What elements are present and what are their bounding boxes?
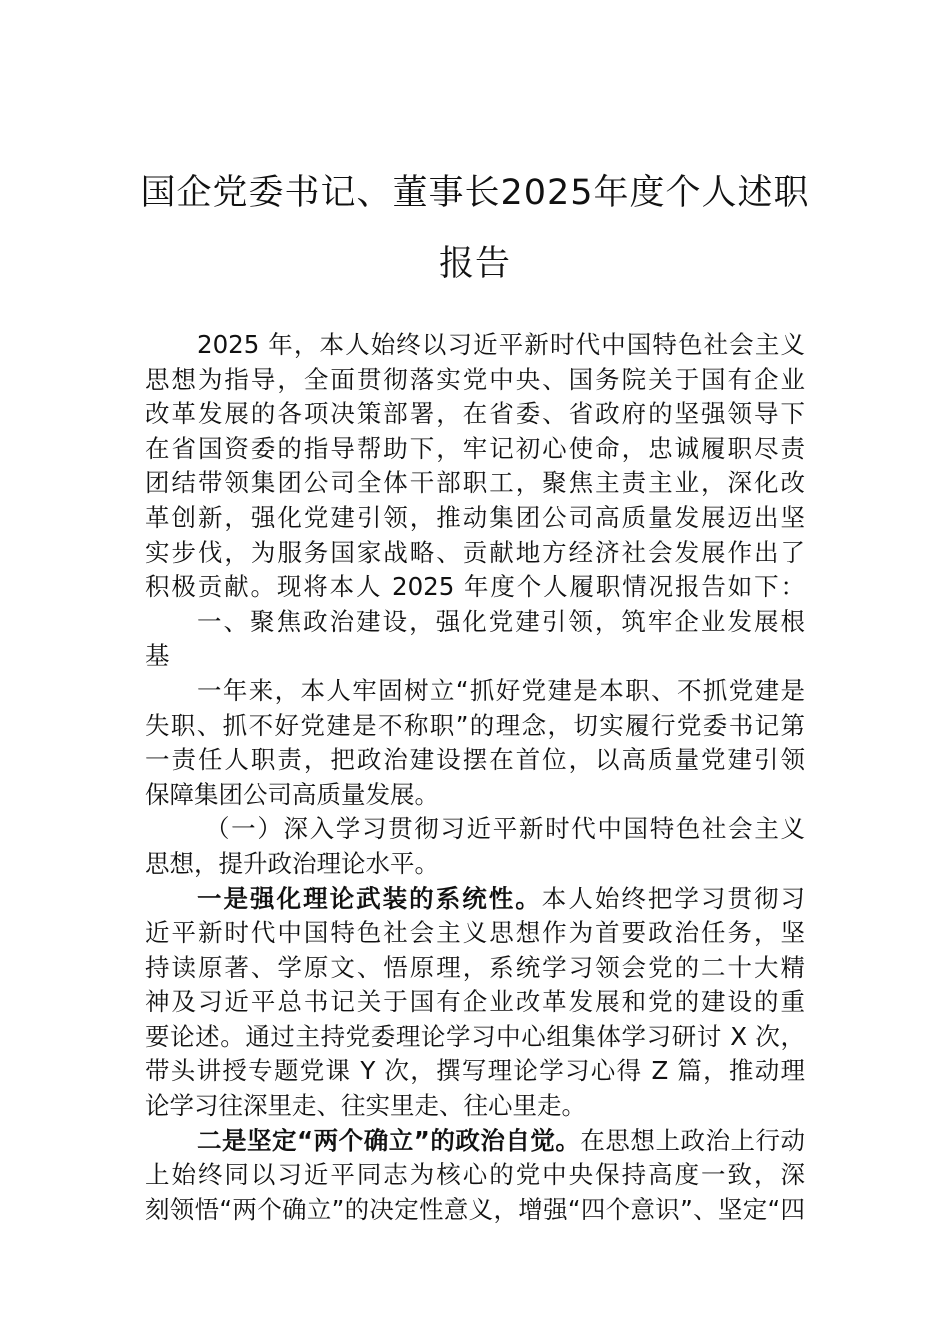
- document-title-line-1: 国企党委书记、董事长2025年度个人述职: [140, 173, 810, 213]
- text-line: 2025 年，本人始终以习近平新时代中国特色社会主义: [197, 330, 805, 359]
- text-line: 实步伐，为服务国家战略、贡献地方经济社会发展作出了: [145, 537, 805, 567]
- text-line: [145, 882, 805, 917]
- text-line: 上始终同以习近平同志为核心的党中央保持高度一致，深: [145, 1160, 805, 1190]
- text-line: 革创新，强化党建引领，推动集团公司高质量发展迈出坚: [145, 502, 805, 532]
- text-line: 持读原著、学原文、悟原理，系统学习领会党的二十大精: [145, 952, 805, 982]
- text-line: 要论述。通过主持党委理论学习中心组集体学习研讨 X 次，: [145, 1021, 805, 1051]
- text-line: 团结带领集团公司全体干部职工，聚焦主责主业，深化改: [145, 468, 805, 498]
- document-title-line-2: 报告: [438, 244, 511, 284]
- line-text: 在思想上政治上行动: [580, 1125, 806, 1155]
- text-line: 积极贡献。现将本人 2025 年度个人履职情况报告如下：: [145, 572, 805, 602]
- text-line: 一年来，本人牢固树立“抓好党建是本职、不抓党建是: [197, 675, 805, 705]
- text-line: 一、聚焦政治建设，强化党建引领，筑牢企业发展根: [197, 606, 805, 636]
- text-line: 思想为指导，全面贯彻落实党中央、国务院关于国有企业: [145, 364, 805, 394]
- text-line: 带头讲授专题党课 Y 次，撰写理论学习心得 Z 篇，推动理: [145, 1056, 805, 1086]
- text-line: 刻领悟“两个确立”的决定性意义，增强“四个意识”、坚定“四: [145, 1194, 805, 1224]
- text-line: 思想，提升政治理论水平。: [145, 848, 439, 878]
- text-line: 改革发展的各项决策部署，在省委、省政府的坚强领导下: [145, 399, 805, 429]
- document-body: [145, 328, 805, 1227]
- line-text: 本人始终把学习贯彻习: [541, 883, 806, 913]
- text-line: 在省国资委的指导帮助下，牢记初心使命，忠诚履职尽责: [145, 433, 805, 463]
- text-line: [145, 1124, 805, 1159]
- bold-lead-phrase: 二是坚定“两个确立”的政治自觉。: [197, 1125, 581, 1155]
- text-line: 论学习往深里走、往实里走、往心里走。: [145, 1091, 586, 1121]
- text-line: （一）深入学习贯彻习近平新时代中国特色社会主义: [205, 814, 805, 844]
- bold-lead-phrase: 一是强化理论武装的系统性。: [197, 883, 542, 913]
- text-line: 近平新时代中国特色社会主义思想作为首要政治任务，坚: [145, 918, 805, 948]
- text-line: 一责任人职责，把政治建设摆在首位，以高质量党建引领: [145, 745, 805, 775]
- text-line: 神及习近平总书记关于国有企业改革发展和党的建设的重: [145, 987, 805, 1017]
- text-line: 失职、抓不好党建是不称职”的理念，切实履行党委书记第: [145, 710, 805, 740]
- text-line: 基: [145, 641, 170, 671]
- text-line: 保障集团公司高质量发展。: [145, 779, 439, 809]
